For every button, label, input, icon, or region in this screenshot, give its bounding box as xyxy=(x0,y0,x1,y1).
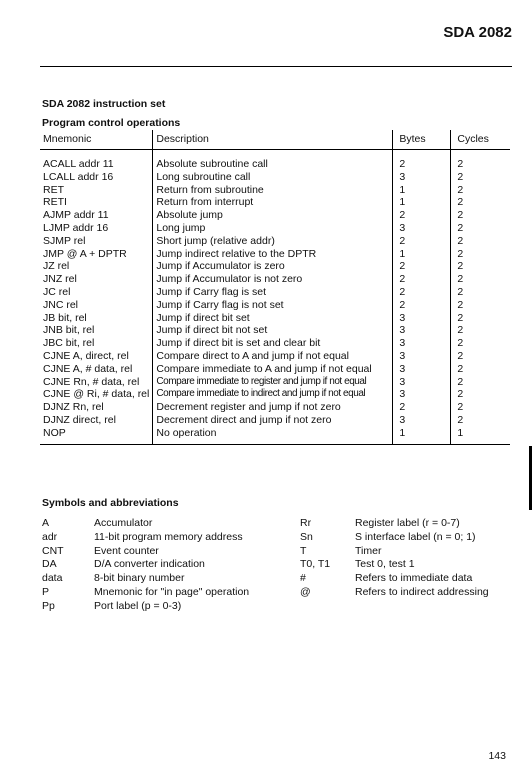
table-row xyxy=(40,273,510,286)
bytes-cell: 3 xyxy=(393,312,451,325)
description-cell: Jump if direct bit set xyxy=(153,312,393,325)
mnemonic-cell: JZ rel xyxy=(43,260,70,273)
cycles-cell: 2 xyxy=(451,363,510,376)
symbol-definition: Timer xyxy=(355,544,382,557)
bytes-cell: 2 xyxy=(393,273,451,286)
description-cell: Decrement direct and jump if not zero xyxy=(153,414,393,427)
mnemonic-cell: JNB bit, rel xyxy=(43,324,95,337)
table-row xyxy=(40,427,510,444)
mnemonic-cell: JNZ rel xyxy=(43,273,77,286)
bytes-cell: 1 xyxy=(393,427,451,444)
table-header-row xyxy=(40,130,510,150)
bytes-cell: 2 xyxy=(393,401,451,414)
cycles-cell: 2 xyxy=(451,286,510,299)
table-row xyxy=(40,209,510,222)
bytes-cell: 3 xyxy=(393,222,451,235)
symbol-term: Sn xyxy=(300,530,313,543)
cycles-cell: 2 xyxy=(451,350,510,363)
bytes-cell: 1 xyxy=(393,248,451,261)
mnemonic-cell: CJNE @ Ri, # data, rel xyxy=(43,388,150,401)
description-cell: Compare immediate to indirect and jump if not equal xyxy=(153,388,393,401)
table-row xyxy=(40,299,510,312)
description-cell: Decrement register and jump if not zero xyxy=(153,401,393,414)
symbol-term: P xyxy=(42,586,50,598)
cycles-cell: 2 xyxy=(451,150,510,171)
symbol-definition: Port label (p = 0-3) xyxy=(94,599,182,612)
instruction-table xyxy=(40,130,510,445)
cycles-cell: 2 xyxy=(451,209,510,222)
description-cell: Jump if Carry flag is not set xyxy=(153,299,393,312)
header-divider xyxy=(40,66,512,67)
symbols-title: Symbols and abbreviations xyxy=(42,497,179,509)
symbol-term: adr xyxy=(42,530,58,543)
description-cell: Compare immediate to register and jump if not equal xyxy=(153,376,393,389)
bytes-cell: 3 xyxy=(393,363,451,376)
description-cell: Jump if direct bit is set and clear bit xyxy=(153,337,393,350)
symbol-term: DA xyxy=(42,558,57,571)
bytes-cell: 2 xyxy=(393,209,451,222)
table-row xyxy=(40,312,510,325)
bytes-cell: 3 xyxy=(393,388,451,401)
cycles-cell: 2 xyxy=(451,273,510,286)
description-cell: Jump if Carry flag is set xyxy=(153,286,393,299)
mnemonic-cell: RETI xyxy=(43,196,67,209)
cycles-cell: 2 xyxy=(451,260,510,273)
column-header-mnemonic: Mnemonic xyxy=(40,130,153,150)
bytes-cell: 2 xyxy=(393,260,451,273)
description-cell: Long jump xyxy=(153,222,393,235)
symbol-definition: Event counter xyxy=(94,544,159,557)
table-row xyxy=(40,222,510,235)
bytes-cell: 2 xyxy=(393,150,451,171)
symbol-term: Pp xyxy=(42,599,55,612)
column-header-bytes: Bytes xyxy=(393,130,451,150)
mnemonic-cell: LCALL addr 16 xyxy=(43,170,114,183)
page-header-title: SDA 2082 xyxy=(443,24,512,41)
description-cell: Jump if direct bit not set xyxy=(153,324,393,337)
symbol-definition: Test 0, test 1 xyxy=(355,558,415,571)
mnemonic-cell: JMP @ A + DPTR xyxy=(43,247,127,260)
description-cell: Jump indirect relative to the DPTR xyxy=(153,248,393,261)
table-row xyxy=(40,184,510,197)
description-cell: Return from subroutine xyxy=(153,184,393,197)
table-row xyxy=(40,150,510,171)
mnemonic-cell: JBC bit, rel xyxy=(43,337,95,350)
cycles-cell: 2 xyxy=(451,235,510,248)
mnemonic-cell: SJMP rel xyxy=(43,234,86,247)
symbol-term: Rr xyxy=(300,517,312,529)
mnemonic-cell: CJNE A, direct, rel xyxy=(43,349,129,362)
table-row xyxy=(40,235,510,248)
cycles-cell: 2 xyxy=(451,376,510,389)
bytes-cell: 3 xyxy=(393,376,451,389)
column-header-description: Description xyxy=(153,130,393,150)
cycles-cell: 2 xyxy=(451,184,510,197)
mnemonic-cell: CJNE Rn, # data, rel xyxy=(43,375,140,388)
table-row xyxy=(40,196,510,209)
description-cell: Jump if Accumulator is zero xyxy=(153,260,393,273)
mnemonic-cell: LJMP addr 16 xyxy=(43,221,109,234)
cycles-cell: 2 xyxy=(451,388,510,401)
symbol-term: T0, T1 xyxy=(300,558,331,571)
column-header-cycles: Cycles xyxy=(451,130,510,150)
table-row xyxy=(40,286,510,299)
description-cell: Compare direct to A and jump if not equal xyxy=(153,350,393,363)
cycles-cell: 2 xyxy=(451,337,510,350)
symbol-term: data xyxy=(42,572,63,585)
symbol-definition: Refers to indirect addressing xyxy=(355,586,489,598)
description-cell: Return from interrupt xyxy=(153,196,393,209)
symbol-definition: Register label (r = 0-7) xyxy=(355,517,460,529)
description-cell: Jump if Accumulator is not zero xyxy=(153,273,393,286)
description-cell: Short jump (relative addr) xyxy=(153,235,393,248)
cycles-cell: 2 xyxy=(451,196,510,209)
bytes-cell: 1 xyxy=(393,196,451,209)
bytes-cell: 2 xyxy=(393,286,451,299)
cycles-cell: 1 xyxy=(451,427,510,444)
table-row xyxy=(40,363,510,376)
symbol-term: T xyxy=(300,544,307,557)
mnemonic-cell: NOP xyxy=(40,427,153,444)
table-row xyxy=(40,248,510,261)
cycles-cell: 2 xyxy=(451,414,510,427)
mnemonic-cell: DJNZ direct, rel xyxy=(43,413,116,426)
symbol-term: CNT xyxy=(42,544,64,557)
mnemonic-cell: JC rel xyxy=(43,285,71,298)
description-cell: Long subroutine call xyxy=(153,171,393,184)
cycles-cell: 2 xyxy=(451,171,510,184)
symbol-definition: 8-bit binary number xyxy=(94,572,185,585)
table-row xyxy=(40,171,510,184)
description-cell: Absolute subroutine call xyxy=(153,150,393,171)
bytes-cell: 1 xyxy=(393,184,451,197)
cycles-cell: 2 xyxy=(451,401,510,414)
bytes-cell: 3 xyxy=(393,324,451,337)
table-row xyxy=(40,324,510,337)
table-row xyxy=(40,350,510,363)
table-row xyxy=(40,376,510,389)
section-title: SDA 2082 instruction set xyxy=(42,98,166,110)
bytes-cell: 3 xyxy=(393,414,451,427)
symbol-definition: 11-bit program memory address xyxy=(94,530,243,543)
symbol-term: A xyxy=(42,517,50,529)
symbol-definition: D/A converter indication xyxy=(94,558,205,571)
symbol-term: @ xyxy=(300,586,311,598)
cycles-cell: 2 xyxy=(451,248,510,261)
table-row xyxy=(40,337,510,350)
table-row xyxy=(40,388,510,401)
description-cell: No operation xyxy=(153,427,393,444)
description-cell: Compare immediate to A and jump if not equal xyxy=(153,363,393,376)
mnemonic-cell: DJNZ Rn, rel xyxy=(43,401,104,414)
mnemonic-cell: CJNE A, # data, rel xyxy=(43,362,133,375)
cycles-cell: 2 xyxy=(451,299,510,312)
cycles-cell: 2 xyxy=(451,324,510,337)
symbol-definition: S interface label (n = 0; 1) xyxy=(355,530,476,543)
symbol-definition: Refers to immediate data xyxy=(355,572,473,585)
bytes-cell: 3 xyxy=(393,337,451,350)
page-number: 143 xyxy=(488,750,506,762)
symbol-definition: Mnemonic for "in page" operation xyxy=(94,586,250,598)
instruction-table-body xyxy=(40,150,510,445)
cycles-cell: 2 xyxy=(451,222,510,235)
table-row xyxy=(40,401,510,414)
bytes-cell: 3 xyxy=(393,171,451,184)
bytes-cell: 3 xyxy=(393,350,451,363)
mnemonic-cell: RET xyxy=(43,183,64,196)
description-cell: Absolute jump xyxy=(153,209,393,222)
table-row xyxy=(40,414,510,427)
bytes-cell: 2 xyxy=(393,235,451,248)
mnemonic-cell: JB bit, rel xyxy=(43,311,87,324)
bytes-cell: 2 xyxy=(393,299,451,312)
subsection-title: Program control operations xyxy=(42,117,181,129)
table-row xyxy=(40,260,510,273)
symbol-term: # xyxy=(300,572,306,585)
cycles-cell: 2 xyxy=(451,312,510,325)
symbol-definition: Accumulator xyxy=(94,517,153,529)
mnemonic-cell: AJMP addr 11 xyxy=(43,209,109,222)
mnemonic-cell: JNC rel xyxy=(43,298,79,311)
mnemonic-cell: ACALL addr 11 xyxy=(43,158,114,170)
